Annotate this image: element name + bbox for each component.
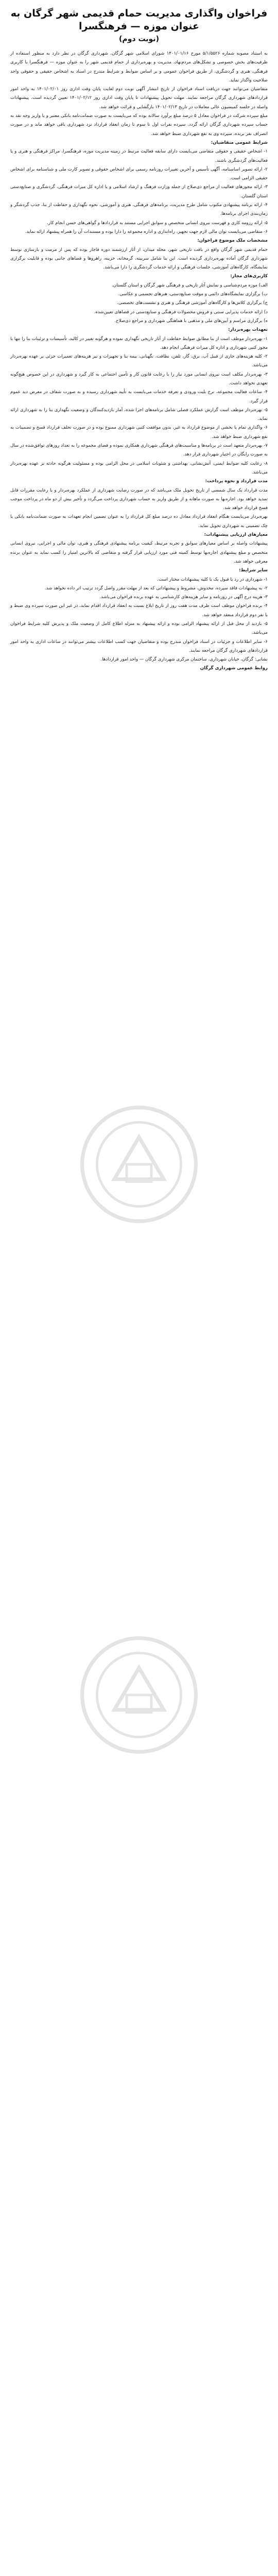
list-item: ۴- برنده فراخوان موظف است ظرف مدت هفت روز از تاریخ ابلاغ نسبت به انعقاد قرارداد اقدام نماید، در غیر این صورت سپرده وی ضبط و با نفر دوم قرارداد منعقد خواهد شد. [10,603,268,618]
list-item: ۸- رعایت کلیه ضوابط ایمنی، آتش‌نشانی، بهداشتی و شئونات اسلامی در محل الزامی بوده و مسئولیت هرگونه حادثه بر عهده بهره‌بردار می‌باشد. [10,461,268,475]
list-item: ۳- بهره‌بردار مکلف است نیروی انسانی مورد نیاز را با رعایت قانون کار و تأمین اجتماعی به کار گیرد و شهرداری در این خصوص هیچ‌گونه تعهدی نخواهد داشت. [10,371,268,386]
paragraph: حمام قدیمی شهر گرگان واقع در بافت تاریخی شهر، محله میدان، از آثار ارزشمند دوره قاجار بوده که پس از مرمت و بازسازی توسط شهرداری گرگان آماده بهره‌برداری گردیده است. این بنا شامل سربینه، گرمخانه، خزینه، راهروها و فضاهای جانبی بوده و قابلیت برگزاری نمایشگاه، کارگاه‌های آموزشی، جلسات فرهنگی و ارائه خدمات گردشگری را دارا می‌باشد. [10,247,268,270]
section-heading: مدت قرارداد و نحوه پرداخت: [205,479,268,484]
list-item: ۴- ارائه برنامه پیشنهادی مکتوب شامل طرح مدیریت، برنامه‌های فرهنگی، هنری و آموزشی، نحوه نگهداری و حفاظت از بنا، جذب گردشگر و زمان‌بندی اجرای برنامه‌ها. [10,202,268,217]
list-item: ۲- کلیه هزینه‌های جاری از قبیل آب، برق، گاز، تلفن، نظافت، نگهبانی، بیمه بنا و تجهیزات و نیز هزینه‌های تعمیرات جزئی بر عهده بهره‌بردار می‌باشد. [10,354,268,368]
list-item: ۶- سایر اطلاعات و جزئیات در اسناد فراخوان مندرج بوده و متقاضیان جهت کسب اطلاعات بیشتر می‌توانند در ساعات اداری به واحد امور قراردادهای شهرداری گرگان مراجعه نمایند. [10,639,268,653]
list-item: ۶- متقاضی می‌بایست توان مالی لازم جهت تجهیز، راه‌اندازی و اداره مجموعه را دارا بوده و مستندات آن را همراه پیشنهاد ارائه نماید. [25,229,268,234]
address: نشانی: گرگان، خیابان شهرداری، ساختمان مرکزی شهرداری گرگان — واحد امور قراردادها. [100,657,268,663]
section-heading: مشخصات ملک موضوع فراخوان: [197,238,268,244]
list-item: ۴- ساعات فعالیت مجموعه، نرخ بلیت ورودی و تعرفه خدمات می‌بایست به تأیید شهرداری رسیده و به صورت شفاف در معرض دید عموم قرار گیرد. [10,389,268,404]
paragraph: مدت قرارداد یک سال شمسی از تاریخ تحویل ملک می‌باشد که در صورت رضایت شهرداری از عملکرد بهره‌بردار و با رعایت مقررات قابل تمدید خواهد بود. اجاره‌بها به صورت ماهانه و از طریق واریز به حساب شهرداری پرداخت می‌گردد و تأخیر بیش از دو ماه در پرداخت موجب فسخ قرارداد خواهد شد. [10,487,268,511]
section-heading: کاربری‌های مجاز: [230,274,268,279]
list-item: ۲- به پیشنهادات فاقد سپرده، مخدوش، مشروط و پیشنهاداتی که بعد از مهلت مقرر واصل گردد ترتیب اثر داده نخواهد شد. [44,585,268,591]
list-item: ه) برگزاری مراسم و آیین‌های ملی و مذهبی با هماهنگی شهرداری و مراجع ذی‌صلاح. [114,318,268,324]
signature-line: روابط عمومی شهرداری گرگان [200,666,268,671]
paragraph-2: متقاضیان می‌توانند جهت دریافت اسناد فراخوان از تاریخ انتشار آگهی نوبت دوم لغایت پایان وقت اداری روز ۱۴۰۱/۰۲/۰۱ به واحد امور قراردادهای شهرداری گرگان مراجعه نمایند. مهلت تحویل پیشنهادات تا پایان وقت اداری روز ۱۴۰۱/۰۲/۱۲ تعیین گردیده است. پیشنهادات واصله در جلسه کمیسیون عالی معاملات در تاریخ ۱۴۰۱/۰۲/۱۳ بازگشایی و قرائت خواهد شد. [10,87,268,110]
section-heading: سایر شرایط: [239,568,268,573]
notice-round: (نوبت دوم) [119,35,159,43]
list-item: الف) موزه مردم‌شناسی و نمایش آثار تاریخی و فرهنگی شهر گرگان و استان گلستان. [112,282,268,288]
paragraph: بهره‌بردار می‌بایست هنگام انعقاد قرارداد معادل ده درصد مبلغ کل قرارداد را به عنوان تضمین انجام تعهدات به صورت ضمانت‌نامه بانکی یا چک تضمینی به شهرداری تحویل نماید. [10,514,268,529]
list-item: ۱- بهره‌بردار موظف است از بنا مطابق ضوابط حفاظت از آثار تاریخی نگهداری نموده و هرگونه تغییر در کالبد، تأسیسات و تزئینات بنا را تنها با مجوز کتبی شهرداری و اداره کل میراث فرهنگی انجام دهد. [10,336,268,350]
section-heading: معیارهای ارزیابی پیشنهادات: [204,532,268,538]
list-item: ۱- شهرداری در رد یا قبول یک یا کلیه پیشنهادات مختار است. [157,577,268,582]
watermark-emblem-icon [77,1633,201,1757]
paragraph: پیشنهادات واصله بر اساس معیارهای سوابق و تجربه مرتبط، کیفیت برنامه پیشنهادی فرهنگی و هنری، توان مالی و اجرایی، نیروی انسانی متخصص و مبلغ پیشنهادی اجاره‌بها توسط کمیته فنی مورد ارزیابی قرار گرفته و متقاضی که بالاترین امتیاز را کسب نماید به عنوان برنده معرفی خواهد شد. [10,541,268,564]
list-item: ۵- بهره‌بردار موظف است گزارش عملکرد فصلی شامل برنامه‌های اجرا شده، آمار بازدیدکنندگان و وضعیت نگهداری بنا را به شهرداری ارائه نماید. [10,407,268,422]
notice-body [10,49,268,673]
paragraph-1: به استناد مصوبه شماره ۵/۱/۵۵۲۶ مورخ ۱۴۰۱/۰۱/۱۶ شورای اسلامی شهر گرگان، شهرداری گرگان در نظر دارد به منظور استفاده از ظرفیت‌های بخش خصوصی و تشکل‌های مردم‌نهاد، مدیریت و بهره‌برداری از حمام قدیمی شهر را به عنوان موزه — فرهنگسرا با کاربری فرهنگی، هنری و گردشگری، از طریق فراخوان عمومی و بر اساس ضوابط و شرایط مندرج در اسناد به اشخاص حقیقی و حقوقی واجد صلاحیت واگذار نماید. [10,51,268,83]
section-heading: تعهدات بهره‌بردار: [228,327,268,333]
paragraph-3: مبلغ سپرده شرکت در فراخوان معادل ۵ درصد مبلغ برآورد سالانه بوده که می‌بایست به صورت ضمانت‌نامه بانکی معتبر و یا واریز وجه نقد به حساب سپرده شهرداری گرگان ارائه گردد. سپرده نفرات اول تا سوم تا زمان انعقاد قرارداد نزد شهرداری باقی خواهد ماند و در صورت انصراف نفر برنده، سپرده وی به نفع شهرداری ضبط خواهد شد. [10,113,268,137]
list-item: ۵- ارائه رزومه کاری و فهرست نیروی انسانی متخصص و سوابق اجرایی مستند به قراردادها و گواهی‌های حسن انجام کار. [46,220,268,226]
list-item: ۷- بهره‌بردار متعهد است در برنامه‌ها و مناسبت‌های فرهنگی شهرداری همکاری نموده و فضای مجموعه را به تعداد روزهای توافق‌شده در سال به صورت رایگان در اختیار شهرداری قرار دهد. [10,443,268,457]
page-title: فراخوان واگذاری مدیریت حمام قدیمی شهر گرگان به عنوان موزه — فرهنگسرا [10,8,268,32]
list-item: ۵- بازدید از محل قبل از ارائه پیشنهاد الزامی بوده و ارائه پیشنهاد به منزله اطلاع کامل از وضعیت ملک و پذیرش کلیه شرایط فراخوان می‌باشد. [10,621,268,636]
list-item: ۳- ارائه مجوزهای فعالیت از مراجع ذی‌صلاح از جمله وزارت فرهنگ و ارشاد اسلامی و یا اداره کل میراث فرهنگی، گردشگری و صنایع‌دستی استان گلستان. [10,184,268,199]
watermark-emblem-icon [77,1103,201,1226]
list-item: ۲- ارائه تصویر اساسنامه، آگهی تأسیس و آخرین تغییرات روزنامه رسمی برای اشخاص حقوقی و تصویر کارت ملی و شناسنامه برای اشخاص حقیقی الزامی است. [10,166,268,181]
list-item: ج) برگزاری کلاس‌ها و کارگاه‌های آموزشی فرهنگی و هنری و نشست‌های تخصصی. [117,300,268,306]
list-item: ۳- هزینه درج آگهی در روزنامه و سایر هزینه‌های کارشناسی به عهده برنده فراخوان می‌باشد. [99,595,268,600]
list-item: ۶- واگذاری تمام یا بخشی از موضوع قرارداد به غیر، بدون موافقت کتبی شهرداری ممنوع بوده و در صورت تخلف قرارداد فسخ و تضمینات به نفع شهرداری ضبط خواهد شد. [10,425,268,439]
list-item: د) ارائه خدمات پذیرایی سنتی و فروش محصولات فرهنگی و صنایع‌دستی در فضاهای تعیین‌شده. [94,309,268,315]
section-heading: شرایط عمومی متقاضیان: [211,140,268,145]
list-item: ب) برگزاری نمایشگاه‌های دائمی و موقت صنایع‌دستی، هنرهای تجسمی و عکاسی. [118,292,268,297]
list-item: ۱- اشخاص حقیقی و حقوقی متقاضی می‌بایست دارای سابقه فعالیت مرتبط در زمینه مدیریت موزه، فرهنگسرا، مراکز فرهنگی و هنری و یا فعالیت‌های گردشگری باشند. [10,149,268,163]
